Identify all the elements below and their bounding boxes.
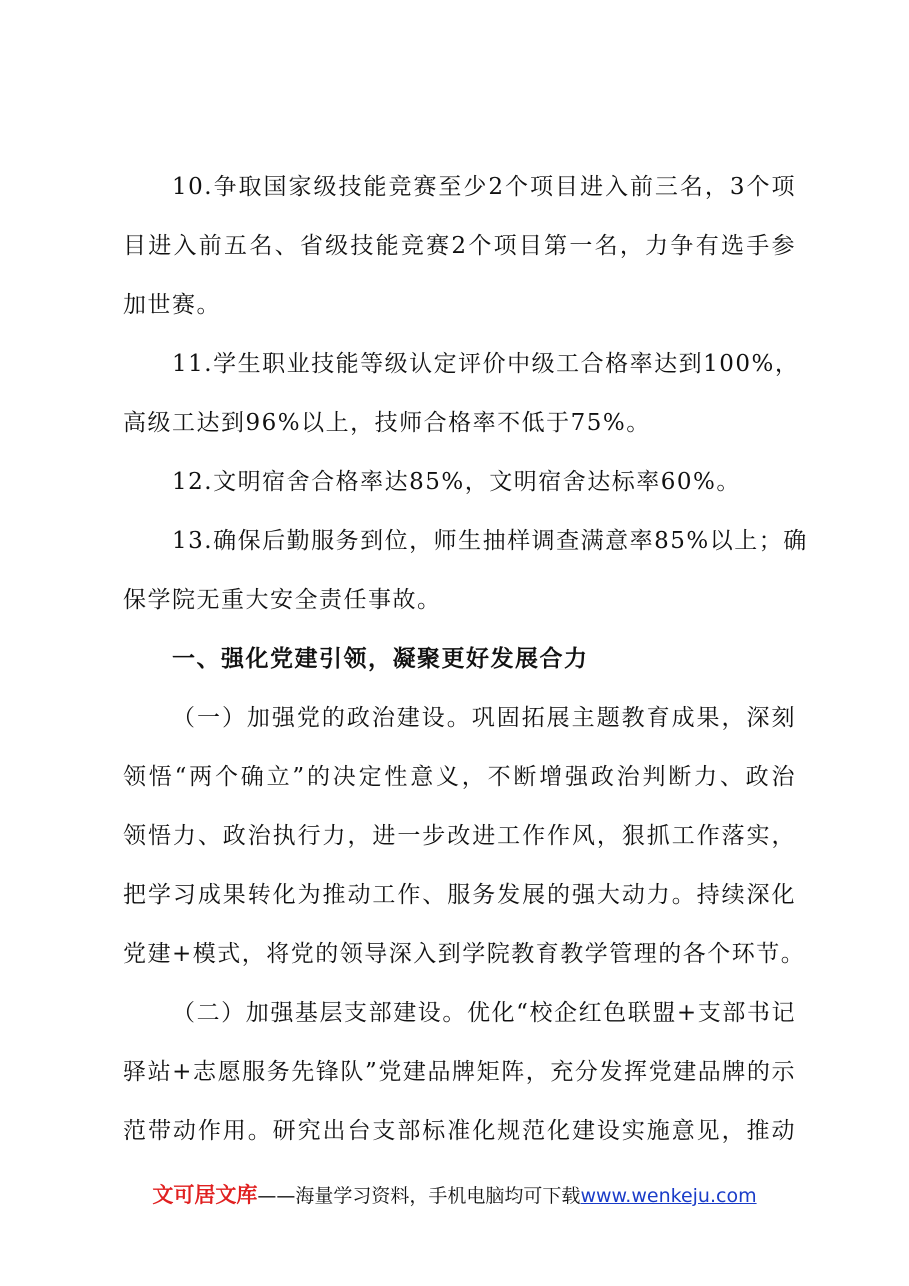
footer-url-link[interactable]: www.wenkeju.com: [580, 1185, 757, 1207]
paragraph-10-line-2: 目进入前五名、省级技能竞赛2个项目第一名，力争有选手参: [123, 233, 796, 259]
paragraph-12-line-1: 12.文明宿舍合格率达85%，文明宿舍达标率60%。: [172, 469, 741, 495]
subsection-1-line-3: 领悟力、政治执行力，进一步改进工作作风，狠抓工作落实，: [123, 823, 796, 849]
subsection-2-line-3: 范带动作用。研究出台支部标准化规范化建设实施意见，推动: [123, 1118, 796, 1144]
subsection-2-line-1: （二）加强基层支部建设。优化“校企红色联盟+支部书记: [172, 1000, 796, 1026]
paragraph-11-line-2: 高级工达到96%以上，技师合格率不低于75%。: [123, 410, 651, 436]
paragraph-13-line-2: 保学院无重大安全责任事故。: [123, 587, 442, 613]
footer-banner: [0, 1181, 909, 1210]
subsection-1-line-5: 党建+模式，将党的领导深入到学院教育教学管理的各个环节。: [123, 941, 806, 967]
subsection-1-line-1: （一）加强党的政治建设。巩固拓展主题教育成果，深刻: [172, 705, 796, 731]
paragraph-10-line-3: 加世赛。: [123, 292, 221, 318]
subsection-1-line-2: 领悟“两个确立”的决定性意义，不断增强政治判断力、政治: [123, 764, 796, 790]
paragraph-13-line-1: 13.确保后勤服务到位，师生抽样调查满意率85%以上；确: [172, 528, 808, 554]
paragraph-11-line-1: 11.学生职业技能等级认定评价中级工合格率达到100%，: [172, 351, 800, 377]
footer-slogan: ——海量学习资料，手机电脑均可下载: [257, 1185, 581, 1207]
paragraph-10-line-1: 10.争取国家级技能竞赛至少2个项目进入前三名，3个项: [172, 174, 796, 200]
subsection-1-line-4: 把学习成果转化为推动工作、服务发展的强大动力。持续深化: [123, 882, 796, 908]
subsection-2-line-2: 驿站+志愿服务先锋队”党建品牌矩阵，充分发挥党建品牌的示: [123, 1059, 796, 1085]
footer-brand: 文可居文库: [152, 1183, 258, 1207]
section-heading: 一、强化党建引领，凝聚更好发展合力: [172, 645, 589, 672]
